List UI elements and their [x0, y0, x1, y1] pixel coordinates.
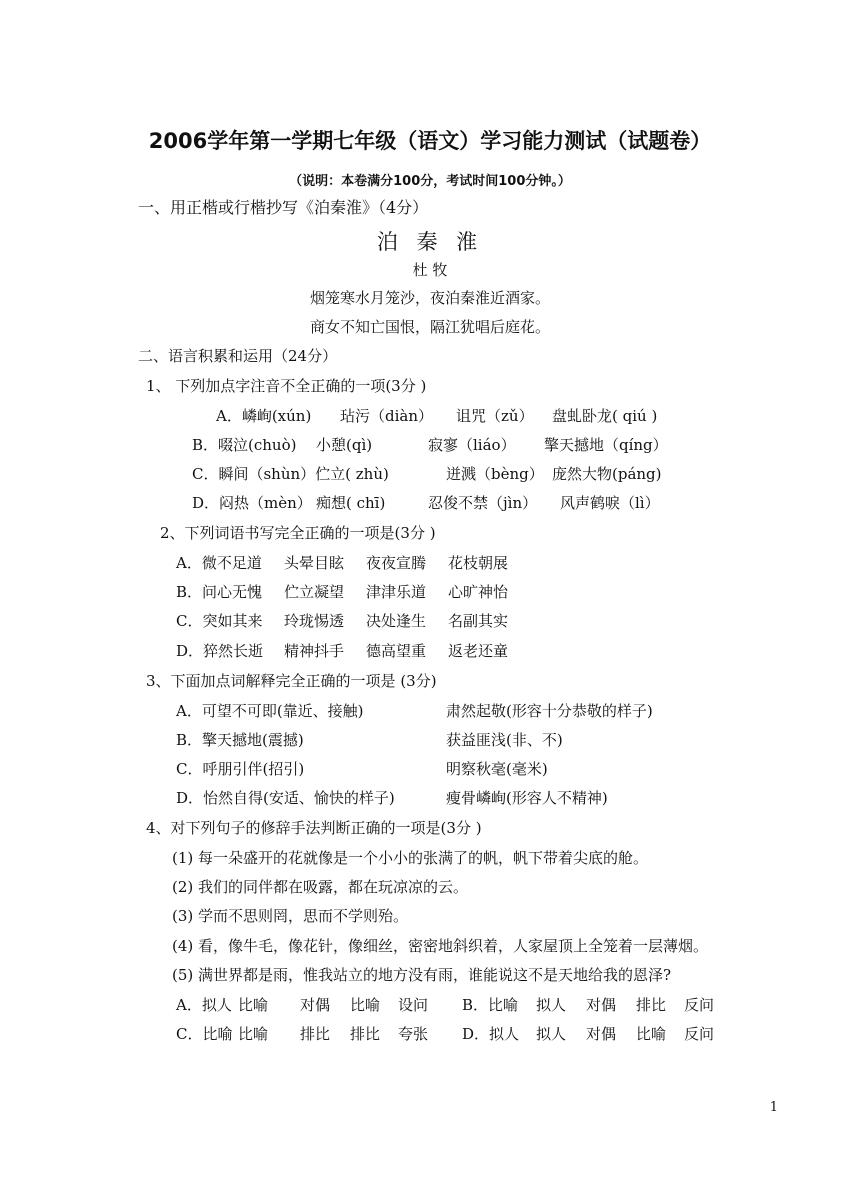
q1-b-item: B．啜泣(chuò): [192, 436, 297, 454]
q1-d-item: D．闷热（mèn）: [192, 494, 312, 512]
q3-b-item: 获益匪浅(非、不): [446, 731, 563, 749]
q3-stem: 3、下面加点词解释完全正确的一项是 (3分): [146, 672, 437, 690]
q4-d-item: 反问: [684, 1025, 715, 1043]
q4-c-item: C．比喻: [176, 1025, 233, 1043]
q3-d-item: D．怡然自得(安适、愉快的样子): [176, 789, 395, 807]
q2-b-item: B．问心无愧: [176, 583, 263, 601]
q4-d-item: 比喻: [636, 1025, 667, 1043]
q2-c-item: 玲珑惕透: [284, 612, 345, 630]
q3-a-item: A．可望不可即(靠近、接触): [176, 702, 364, 720]
q4-a-item: 设问: [398, 996, 429, 1014]
q4-d-item: D．拟人: [462, 1025, 520, 1043]
q4-b-item: B．比喻: [462, 996, 519, 1014]
q4-sentence-5: (5) 满世界都是雨，惟我站立的地方没有雨，谁能说这不是天地给我的恩泽?: [172, 966, 672, 984]
q1-a-item: 盘虬卧龙( qiú ): [552, 407, 658, 425]
q4-d-item: 对偶: [586, 1025, 617, 1043]
poem-line-2: 商女不知亡国恨，隔江犹唱后庭花。: [309, 318, 550, 336]
page-number: 1: [769, 1100, 778, 1115]
q2-a-item: 头晕目眩: [284, 554, 345, 572]
q3-b-item: B．擎天撼地(震撼): [176, 731, 304, 749]
q1-d-item: 痴想( chī): [316, 494, 386, 512]
q2-a-item: 夜夜宣腾: [366, 554, 427, 572]
q2-b-item: 伫立凝望: [284, 583, 345, 601]
q4-a-item: A．拟人: [176, 996, 232, 1014]
q2-a-item: A．微不足道: [176, 554, 262, 572]
q4-b-item: 排比: [636, 996, 667, 1014]
q4-c-item: 排比: [300, 1025, 331, 1043]
poem-line-1: 烟笼寒水月笼沙，夜泊秦淮近酒家。: [309, 289, 550, 307]
exam-title: 2006学年第一学期七年级（语文）学习能力测试（试题卷）: [148, 129, 712, 153]
q4-sentence-1: (1) 每一朵盛开的花就像是一个小小的张满了的帆，帆下带着尖底的舱。: [172, 849, 649, 867]
q2-stem: 2、下列词语书写完全正确的一项是(3分 ): [160, 524, 436, 542]
q3-c-item: 明察秋毫(毫米): [446, 760, 548, 778]
q1-d-item: 风声鹤唳（lì）: [560, 494, 660, 512]
q3-c-item: C．呼朋引伴(招引): [176, 760, 305, 778]
q3-d-item: 瘦骨嶙峋(形容人不精神): [446, 789, 608, 807]
q3-a-item: 肃然起敬(形容十分恭敬的样子): [446, 702, 653, 720]
q4-b-item: 拟人: [536, 996, 567, 1014]
q4-a-item: 对偶: [300, 996, 331, 1014]
q1-c-item: C．瞬间（shùn）伫立( zhù): [192, 465, 389, 483]
section2-heading: 二、语言积累和运用（24分）: [138, 347, 338, 365]
q1-a-item: 玷污（diàn）: [340, 407, 434, 425]
q4-a-item: 比喻: [238, 996, 269, 1014]
q4-stem: 4、对下列句子的修辞手法判断正确的一项是(3分 ): [146, 819, 482, 837]
q2-c-item: 决处逢生: [366, 612, 427, 630]
q2-c-item: 名副其实: [448, 612, 509, 630]
q4-sentence-4: (4) 看，像牛毛，像花针，像细丝，密密地斜织着，人家屋顶上全笼着一层薄烟。: [172, 937, 709, 955]
q4-c-item: 排比: [350, 1025, 381, 1043]
section1-heading: 一、用正楷或行楷抄写《泊秦淮》（4分）: [138, 198, 429, 217]
q4-sentence-3: (3) 学而不思则罔，思而不学则殆。: [172, 907, 409, 925]
q2-c-item: C．突如其来: [176, 612, 263, 630]
q1-a-item: 诅咒（zǔ）: [456, 407, 534, 425]
q4-sentence-2: (2) 我们的同伴都在吸露，都在玩凉凉的云。: [172, 878, 469, 896]
q2-d-item: 精神抖手: [284, 642, 345, 660]
q1-d-item: 忍俊不禁（jìn）: [428, 494, 538, 512]
q1-stem: 1、 下列加点字注音不全正确的一项(3分 ): [146, 377, 427, 395]
poem-author: 杜 牧: [412, 261, 448, 279]
q2-d-item: D．猝然长逝: [176, 642, 264, 660]
q4-c-item: 夸张: [398, 1025, 429, 1043]
poem-title: 泊 秦 淮: [376, 230, 484, 254]
q2-b-item: 津津乐道: [366, 583, 427, 601]
q1-a-item: A．嶙峋(xún): [216, 407, 312, 425]
q2-a-item: 花枝朝展: [448, 554, 509, 572]
q4-a-item: 比喻: [350, 996, 381, 1014]
q4-d-item: 拟人: [536, 1025, 567, 1043]
q2-d-item: 德高望重: [366, 642, 427, 660]
q2-b-item: 心旷神怡: [448, 583, 509, 601]
q1-c-item: 庞然大物(páng): [552, 465, 662, 483]
q1-b-item: 擎天撼地（qíng）: [544, 436, 668, 454]
exam-note: （说明：本卷满分100分，考试时间100分钟。）: [289, 174, 571, 189]
q1-c-item: 迸溅（bèng）: [446, 465, 544, 483]
q1-b-item: 寂寥（liáo）: [428, 436, 516, 454]
q4-b-item: 反问: [684, 996, 715, 1014]
q2-d-item: 返老还童: [448, 642, 509, 660]
q1-b-item: 小憩(qì): [316, 436, 373, 454]
q4-b-item: 对偶: [586, 996, 617, 1014]
q4-c-item: 比喻: [238, 1025, 269, 1043]
